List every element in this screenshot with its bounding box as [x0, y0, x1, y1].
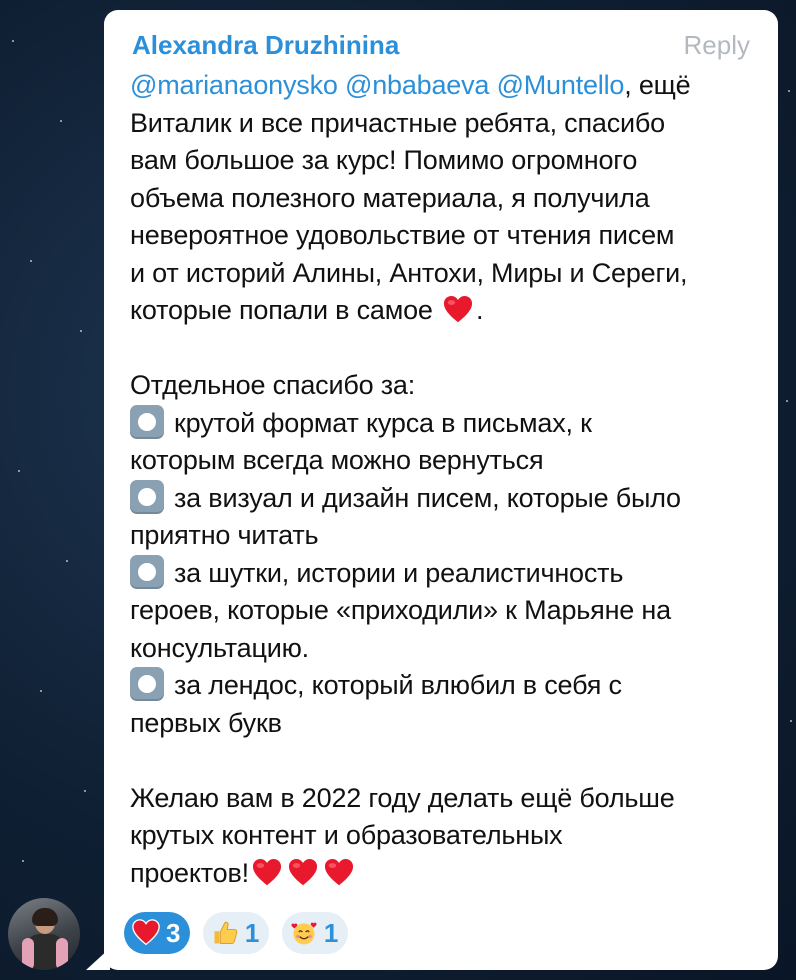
- reaction-smiling-face-with-hearts[interactable]: [282, 912, 348, 954]
- list-item: за визуал и дизайн писем, которые было: [174, 482, 681, 513]
- list-item: консультацию.: [130, 632, 309, 663]
- list-item: героев, которые «приходили» к Марьяне на: [130, 595, 671, 625]
- thumbs-up-icon: [211, 919, 239, 947]
- mention-link[interactable]: @marianaonysko: [130, 70, 338, 100]
- smiling-face-with-hearts-icon: [290, 919, 318, 947]
- heart-icon: [324, 858, 354, 888]
- heart-icon: [252, 858, 282, 888]
- message-line: Виталик и все причастные ребята, спасибо: [130, 107, 665, 138]
- message-line: проектов!: [130, 857, 249, 888]
- list-item: крутой формат курса в письмах, к: [174, 407, 592, 438]
- radio-button-icon: [130, 405, 164, 439]
- avatar[interactable]: [8, 898, 80, 970]
- message-line: , ещё: [624, 70, 691, 100]
- message-text: [130, 67, 760, 892]
- reaction-count: 3: [166, 917, 181, 948]
- list-item: первых букв: [130, 707, 282, 738]
- mention-link[interactable]: @Muntello: [496, 70, 625, 100]
- message-line: и от историй Алины, Антохи, Миры и Сереги,: [130, 257, 688, 288]
- thanks-header: Отдельное спасибо за:: [130, 370, 416, 400]
- radio-button-icon: [130, 667, 164, 701]
- message-line: невероятное удовольствие от чтения писем: [130, 220, 675, 250]
- list-item: которым всегда можно вернуться: [130, 445, 544, 475]
- reply-button[interactable]: Reply: [683, 30, 750, 60]
- list-item: за шутки, истории и реалистичность: [174, 557, 624, 588]
- heart-icon: [132, 919, 160, 947]
- radio-button-icon: [130, 555, 164, 589]
- message-bubble: [104, 10, 778, 970]
- reaction-heart[interactable]: [124, 912, 190, 954]
- message-line: крутых контент и образовательных: [130, 820, 563, 850]
- message-line: Желаю вам в 2022 году делать ещё больше: [130, 782, 675, 813]
- message-line: .: [476, 295, 484, 325]
- message-line: объема полезного материала, я получила: [130, 182, 650, 213]
- reaction-count: 1: [244, 917, 260, 948]
- heart-icon: [288, 858, 318, 888]
- reactions-bar: [124, 912, 356, 958]
- reaction-thumbs-up[interactable]: [203, 912, 269, 954]
- radio-button-icon: [130, 480, 164, 514]
- heart-icon: [443, 295, 473, 325]
- mention-link[interactable]: @nbabaeva: [345, 70, 490, 100]
- list-item: за лендос, который влюбил в себя с: [174, 670, 622, 700]
- reaction-count: 1: [323, 917, 339, 948]
- message-author[interactable]: Alexandra Druzhinina: [132, 30, 400, 60]
- message-line: которые попали в самое: [130, 295, 433, 325]
- bubble-tail: [86, 948, 110, 970]
- list-item: приятно читать: [130, 520, 319, 550]
- message-line: вам большое за курс! Помимо огромного: [130, 145, 638, 175]
